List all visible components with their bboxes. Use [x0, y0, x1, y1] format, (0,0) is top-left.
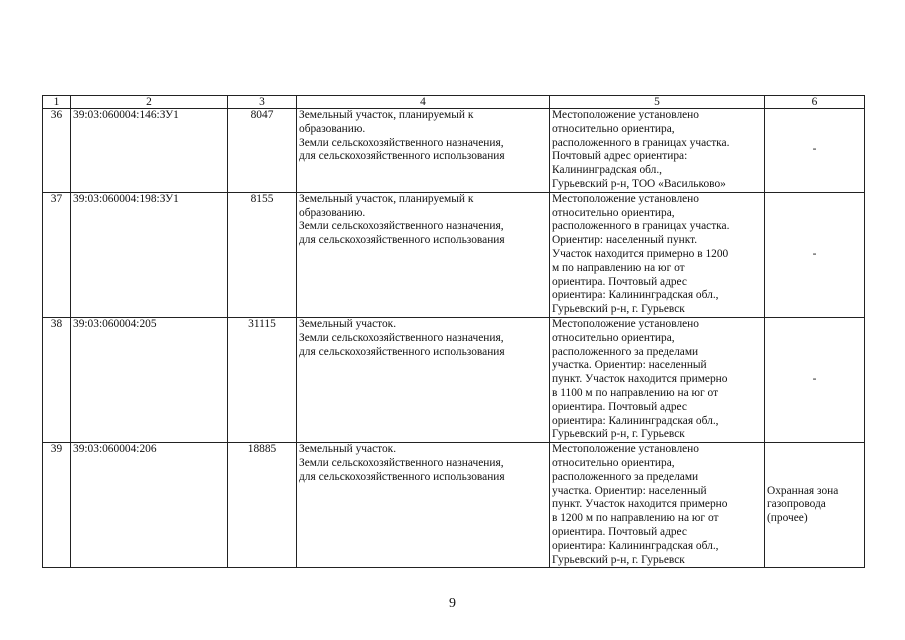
- location-line: м по направлению на юг от: [552, 261, 685, 274]
- cadastral-number: 39:03:060004:206: [71, 443, 228, 568]
- location-line: Почтовый адрес ориентира:: [552, 150, 688, 163]
- location-line: ориентира: Калининградская обл.,: [552, 414, 719, 427]
- plot-location: [550, 192, 765, 317]
- header-cell-1: 1: [43, 96, 71, 109]
- location-line: Гурьевский р-н, г. Гурьевск: [552, 553, 685, 566]
- table-row: [43, 192, 865, 317]
- location-line: Калининградская обл.,: [552, 164, 663, 177]
- row-number: 39: [43, 443, 71, 568]
- location-line: относительно ориентира,: [552, 456, 675, 469]
- plot-area: 31115: [228, 317, 297, 442]
- description-line: Земельный участок, планируемый к: [299, 192, 474, 205]
- location-line: участка. Ориентир: населенный: [552, 484, 707, 497]
- location-line: Гурьевский р-н, г. Гурьевск: [552, 428, 685, 441]
- description-line: образованию.: [299, 122, 366, 135]
- description-line: для сельскохозяйственного использования: [299, 470, 505, 483]
- plot-area: 18885: [228, 443, 297, 568]
- plot-description: [297, 192, 550, 317]
- description-line: Земельный участок.: [299, 443, 397, 456]
- location-line: Участок находится примерно в 1200: [552, 247, 729, 260]
- location-line: относительно ориентира,: [552, 122, 675, 135]
- location-line: участка. Ориентир: населенный: [552, 359, 707, 372]
- location-line: Местоположение установлено: [552, 317, 699, 330]
- plot-description: [297, 443, 550, 568]
- location-line: расположенного в границах участка.: [552, 220, 730, 233]
- header-cell-5: 5: [550, 96, 765, 109]
- location-line: ориентира. Почтовый адрес: [552, 400, 687, 413]
- table-row: [43, 109, 865, 193]
- location-line: относительно ориентира,: [552, 206, 675, 219]
- cadastral-number: 39:03:060004:198:ЗУ1: [71, 192, 228, 317]
- description-line: образованию.: [299, 206, 366, 219]
- plot-area: 8155: [228, 192, 297, 317]
- description-line: Земли сельскохозяйственного назначения,: [299, 456, 504, 469]
- description-line: для сельскохозяйственного использования: [299, 234, 505, 247]
- plot-location: [550, 443, 765, 568]
- plot-description: [297, 317, 550, 442]
- location-line: Ориентир: населенный пункт.: [552, 234, 698, 247]
- description-line: для сельскохозяйственного использования: [299, 150, 505, 163]
- plot-location: [550, 109, 765, 193]
- location-line: Местоположение установлено: [552, 192, 699, 205]
- table-row: [43, 317, 865, 442]
- description-line: для сельскохозяйственного использования: [299, 345, 505, 358]
- location-line: расположенного за пределами: [552, 345, 699, 358]
- page-number: 9: [449, 596, 456, 611]
- cadastral-number: 39:03:060004:146:ЗУ1: [71, 109, 228, 193]
- header-cell-2: 2: [71, 96, 228, 109]
- location-line: в 1200 м по направлению на юг от: [552, 512, 719, 525]
- location-line: пункт. Участок находится примерно: [552, 373, 728, 386]
- row-number: 38: [43, 317, 71, 442]
- plot-location: [550, 317, 765, 442]
- location-line: расположенного в границах участка.: [552, 136, 730, 149]
- location-line: ориентира: Калининградская обл.,: [552, 289, 719, 302]
- location-line: ориентира. Почтовый адрес: [552, 275, 687, 288]
- table-body: [43, 109, 865, 568]
- location-line: расположенного за пределами: [552, 470, 699, 483]
- encumbrance-info: -: [765, 317, 865, 442]
- location-line: ориентира: Калининградская обл.,: [552, 539, 719, 552]
- location-line: Гурьевский р-н, г. Гурьевск: [552, 303, 685, 316]
- location-line: ориентира. Почтовый адрес: [552, 525, 687, 538]
- description-line: Земли сельскохозяйственного назначения,: [299, 136, 504, 149]
- plot-area: 8047: [228, 109, 297, 193]
- plot-description: [297, 109, 550, 193]
- cadastral-number: 39:03:060004:205: [71, 317, 228, 442]
- land-plots-table: [42, 95, 865, 568]
- location-line: пункт. Участок находится примерно: [552, 498, 728, 511]
- header-cell-4: 4: [297, 96, 550, 109]
- encumbrance-info: -: [765, 192, 865, 317]
- description-line: Земли сельскохозяйственного назначения,: [299, 331, 504, 344]
- location-line: в 1100 м по направлению на юг от: [552, 386, 719, 399]
- location-line: Местоположение установлено: [552, 109, 699, 121]
- description-line: Земли сельскохозяйственного назначения,: [299, 220, 504, 233]
- location-line: Местоположение установлено: [552, 443, 699, 456]
- table-row: [43, 443, 865, 568]
- location-line: относительно ориентира,: [552, 331, 675, 344]
- description-line: Земельный участок.: [299, 317, 397, 330]
- header-cell-6: 6: [765, 96, 865, 109]
- header-cell-3: 3: [228, 96, 297, 109]
- header-row: [43, 96, 865, 109]
- row-number: 36: [43, 109, 71, 193]
- encumbrance-info: -: [765, 109, 865, 193]
- row-number: 37: [43, 192, 71, 317]
- encumbrance-info: Охранная зона газопровода (прочее): [765, 443, 865, 568]
- location-line: Гурьевский р-н, ТОО «Васильково»: [552, 177, 726, 190]
- description-line: Земельный участок, планируемый к: [299, 109, 474, 121]
